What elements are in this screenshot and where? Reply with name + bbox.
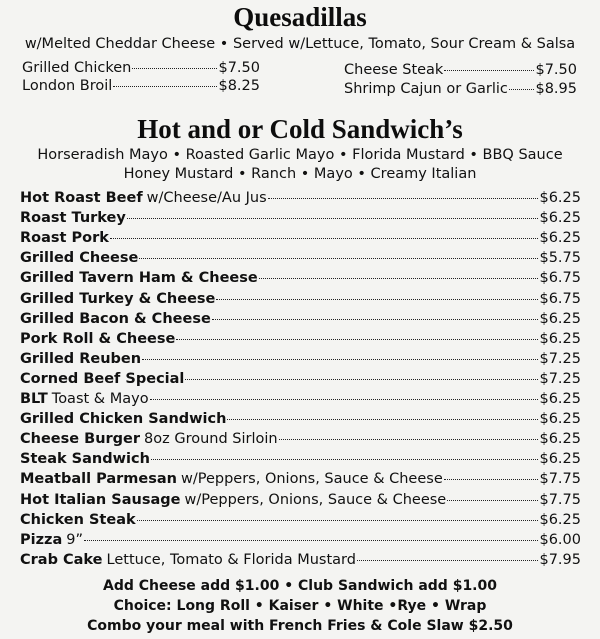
sandwich-price: $6.25 — [539, 511, 581, 528]
sandwich-description: w/Cheese/Au Jus — [146, 190, 267, 206]
sandwich-name: Cheese Burger — [20, 431, 141, 448]
sandwich-price: $6.25 — [539, 330, 581, 347]
leader-dots — [447, 500, 538, 501]
sandwich-row — [20, 291, 581, 311]
sandwich-name: Grilled Bacon & Cheese — [20, 310, 211, 327]
sandwich-price: $6.25 — [539, 310, 581, 327]
sandwich-name: Grilled Cheese — [20, 250, 139, 267]
sandwich-row — [20, 250, 581, 270]
sandwich-price: $6.25 — [539, 210, 581, 227]
sandwich-row — [20, 512, 581, 532]
sandwiches-title: Hot and or Cold Sandwich’s — [137, 114, 463, 144]
sandwich-row — [20, 190, 581, 210]
sandwich-name: Roast Pork — [20, 230, 109, 247]
item-price: $8.25 — [218, 78, 260, 94]
item-name: Cheese Steak — [344, 62, 444, 78]
sandwich-price: $6.00 — [539, 531, 581, 548]
sandwich-description: w/Peppers, Onions, Sauce & Cheese — [184, 491, 447, 508]
leader-dots — [113, 86, 217, 87]
leader-dots — [142, 359, 538, 360]
sandwich-row — [20, 270, 581, 290]
sandwich-name: Roast Turkey — [20, 210, 126, 227]
sandwich-row — [20, 230, 581, 250]
sandwich-name: Steak Sandwich — [20, 451, 150, 468]
sandwich-row — [20, 451, 581, 471]
quesadillas-subtitle: w/Melted Cheddar Cheese • Served w/Lettuce, Tomato, Sour Cream & Salsa — [24, 36, 576, 52]
item-name: Shrimp Cajun or Garlic — [344, 81, 508, 97]
sandwich-name: Grilled Chicken Sandwich — [20, 411, 227, 428]
leader-dots — [227, 419, 538, 420]
leader-dots — [279, 439, 539, 440]
sandwich-name: Grilled Reuben — [20, 350, 142, 367]
leader-dots — [259, 278, 539, 279]
footer-bread-choices: Choice: Long Roll • Kaiser • White •Rye • Wrap — [113, 598, 487, 614]
leader-dots — [150, 399, 539, 400]
leader-dots — [357, 560, 539, 561]
sandwich-name: Pork Roll & Cheese — [20, 330, 176, 347]
sandwich-name: Meatball Parmesan — [20, 471, 177, 488]
leader-dots — [216, 299, 538, 300]
sandwich-price: $6.25 — [539, 190, 581, 206]
sandwich-price: $6.25 — [539, 411, 581, 428]
leader-dots — [137, 520, 539, 521]
sauces-line-1: Horseradish Mayo • Roasted Garlic Mayo • Florida Mustard • BBQ Sauce — [37, 147, 563, 163]
item-name: London Broil — [22, 78, 113, 94]
sandwich-description: 8oz Ground Sirloin — [144, 431, 278, 448]
sandwich-price: $5.75 — [539, 250, 581, 267]
sandwich-name: Grilled Tavern Ham & Cheese — [20, 270, 258, 287]
sandwich-price: $7.75 — [539, 491, 581, 508]
sandwich-row — [20, 210, 581, 230]
quesadilla-item — [344, 62, 577, 78]
sandwich-price: $6.25 — [539, 431, 581, 448]
sandwich-row — [20, 371, 581, 391]
sandwich-name: Pizza — [20, 531, 63, 548]
sandwich-price: $6.75 — [539, 290, 581, 307]
footer-combo: Combo your meal with French Fries & Cole Slaw $2.50 — [87, 618, 513, 634]
sandwich-row — [20, 471, 581, 491]
leader-dots — [444, 479, 539, 480]
leader-dots — [127, 218, 539, 219]
sandwich-name: Crab Cake — [20, 551, 103, 568]
sandwich-price: $7.25 — [539, 370, 581, 387]
sandwich-name: Hot Italian Sausage — [20, 491, 181, 508]
sandwich-row — [20, 532, 581, 552]
sandwich-description: Lettuce, Tomato & Florida Mustard — [106, 551, 356, 568]
quesadilla-item — [22, 60, 260, 76]
item-price: $7.50 — [535, 62, 577, 78]
leader-dots — [444, 70, 534, 71]
leader-dots — [185, 379, 538, 380]
sandwich-price: $7.75 — [539, 471, 581, 488]
sandwich-row — [20, 552, 581, 572]
quesadilla-item — [344, 81, 577, 97]
sandwich-row — [20, 391, 581, 411]
item-name: Grilled Chicken — [22, 60, 132, 76]
sandwich-description: w/Peppers, Onions, Sauce & Cheese — [181, 471, 443, 488]
leader-dots — [176, 339, 538, 340]
sandwich-price: $6.25 — [539, 391, 581, 407]
sandwich-row — [20, 411, 581, 431]
footer-addons: Add Cheese add $1.00 • Club Sandwich add $1.00 — [102, 578, 497, 594]
leader-dots — [132, 68, 217, 69]
sandwich-price: $7.25 — [539, 350, 581, 367]
sandwich-name: BLT — [20, 391, 48, 407]
sandwich-row — [20, 492, 581, 512]
sandwich-price: $6.25 — [539, 230, 581, 247]
item-price: $8.95 — [535, 81, 577, 97]
quesadillas-title: Quesadillas — [233, 2, 367, 32]
sandwich-name: Grilled Turkey & Cheese — [20, 290, 216, 307]
sandwich-name: Chicken Steak — [20, 511, 136, 528]
leader-dots — [212, 319, 539, 320]
sandwich-price: $6.25 — [539, 451, 581, 468]
leader-dots — [509, 89, 535, 90]
leader-dots — [110, 238, 539, 239]
sauces-line-2: Honey Mustard • Ranch • Mayo • Creamy Italian — [123, 166, 477, 182]
sandwich-name: Hot Roast Beef — [20, 190, 143, 206]
sandwich-name: Corned Beef Special — [20, 370, 185, 387]
sandwich-row — [20, 311, 581, 331]
sandwich-price: $6.75 — [539, 270, 581, 287]
sandwich-price: $7.95 — [539, 551, 581, 568]
sandwich-description: 9” — [66, 531, 84, 548]
leader-dots — [268, 198, 539, 199]
sandwich-row — [20, 431, 581, 451]
sandwich-description: Toast & Mayo — [51, 391, 149, 407]
quesadilla-item — [22, 78, 260, 94]
leader-dots — [84, 540, 538, 541]
sandwich-row — [20, 351, 581, 371]
leader-dots — [139, 258, 538, 259]
leader-dots — [151, 459, 539, 460]
item-price: $7.50 — [218, 60, 260, 76]
sandwich-row — [20, 331, 581, 351]
